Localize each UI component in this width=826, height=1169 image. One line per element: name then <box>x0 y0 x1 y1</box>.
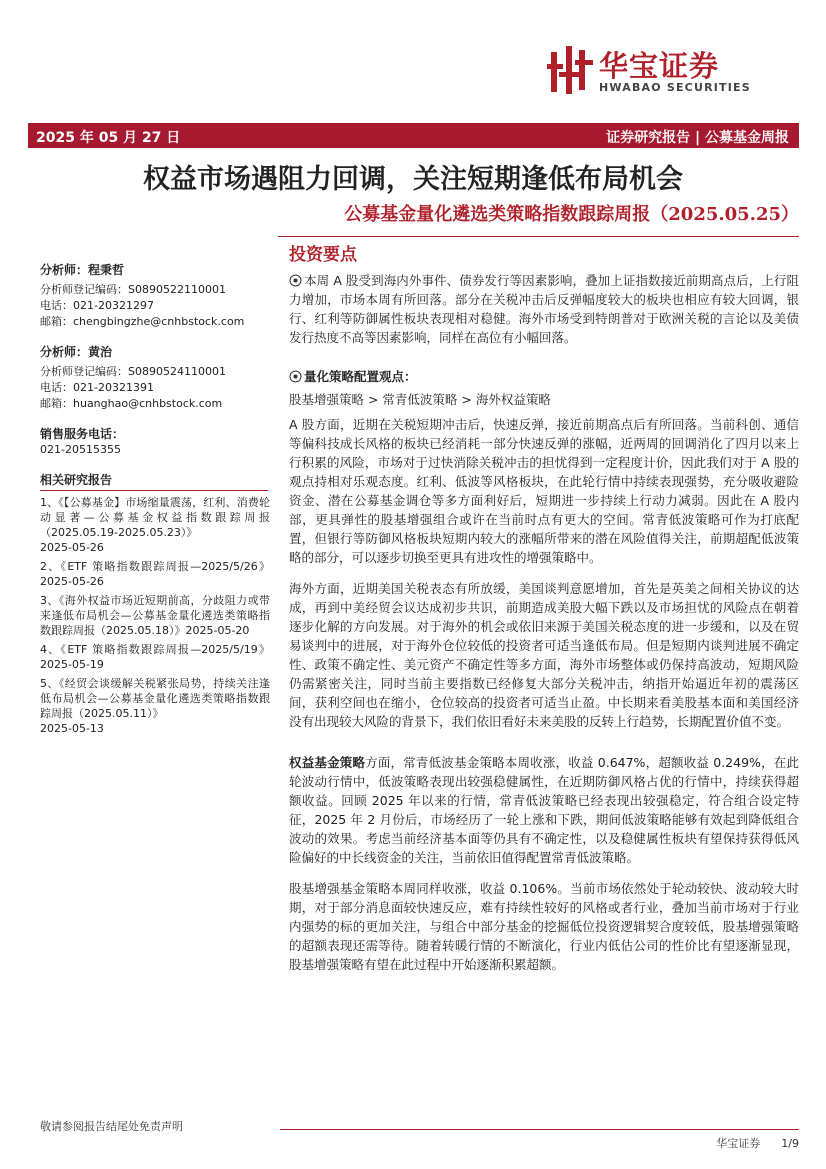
analyst-cert: 分析师登记编码：S0890524110001 <box>40 365 226 378</box>
footer-company: 华宝证券 <box>716 1137 761 1150</box>
view-title <box>289 367 799 386</box>
related-report-text: 4、《ETF 策略指数跟踪周报—2025/5/19》2025-05-19 <box>40 643 270 671</box>
related-report-text: 3、《海外权益市场近短期前高，分歧阻力或带来逢低布局机会—公募基金量化遴选类策略指数跟踪周报（2025.05.18）》2025-05-20 <box>40 594 270 637</box>
sales-phone: 021-20515355 <box>40 443 121 456</box>
related-report-item <box>40 676 270 736</box>
summary-paragraph <box>289 271 799 347</box>
related-report-text: 5、《经贸会谈缓解关税紧张局势，持续关注逢低布局机会—公募基金量化遴选类策略指数跟踪周报（2025.05.11）》 <box>40 677 270 720</box>
report-date: 2025 年 05 月 27 日 <box>36 130 181 146</box>
bullet-icon <box>289 370 302 383</box>
related-report-item <box>40 642 270 672</box>
page-subtitle: 公募基金量化遴选类策略指数跟踪周报（2025.05.25） <box>344 204 799 225</box>
overseas-paragraph: 海外方面，近期美国关税表态有所放缓，美国谈判意愿增加，首先是英美之间相关协议的达成，再到中美经贸会议达成初步共识，前期造成美股大幅下跌以及市场担忧的风险点在朝着逐步化解的方向发展。对于海外的机会或依旧来源于美国关税态度的进一步缓和，以及在贸易谈判中的进展，对于海外仓位较低的投资者可适当逢低布局。但是短期内谈判进展不确定性、政策不确定性、美元资产不确定性等多方面，海外市场整体或仍保持高波动，短期风险仍需紧密关注，同时当前主要指数已经修复大部分关税冲击，纳指开始逼近年初的震荡区间，获利空间也在缩小，仓位较高的投资者可适当止盈。中长期来看美股基本面和美国经济没有出现较大风险的背景下，我们依旧看好未来美股的反转上行趋势，长期配置价值不变。 <box>289 581 799 729</box>
related-report-item <box>40 593 270 638</box>
page-title: 权益市场遇阻力回调，关注短期逢低布局机会 <box>143 164 683 195</box>
analyst-name: 分析师：黄治 <box>40 345 113 359</box>
section-heading: 投资要点 <box>289 245 357 265</box>
equity-fund-paragraph <box>289 753 799 867</box>
footer-disclaimer: 敬请参阅报告结尾处免责声明 <box>40 1120 183 1133</box>
a-share-paragraph: A 股方面，近期在关税短期冲击后，快速反弹，接近前期高点后有所回落。当前科创、通信等偏科技成长风格的板块已经消耗一部分快速反弹的涨幅，近两周的回调消化了四月以来上行积累的风险，市场对于过快消除关税冲击的担忧得到一定程度计价，因此我们对于 A 股的观点持相对乐观态度。红利、低波等风格板块，在此轮行情中持续表现强势，充分吸收避险资金、潜在公募基金调仓等多方面利好后，短期进一步持续上行动力减弱。因此在 A 股内部，更具弹性的股基增强组合或许在当前时点有更大的空间。常青低波策略可作为打底配置，但银行等防御风格板块短期内较大的涨幅所带来的潜在风险值得关注，前期超配低波策略的部分，可以逐步切换至更具有进攻性的增强策略中。 <box>289 417 799 565</box>
brand-logo <box>547 44 779 98</box>
related-report-date: 2025-05-13 <box>40 722 104 735</box>
analyst-cert: 分析师登记编码：S0890522110001 <box>40 283 226 296</box>
related-report-date: 2025-05-26 <box>40 541 104 554</box>
hwabao-logo-icon <box>547 46 593 94</box>
strategy-order: 股基增强策略 > 常青低波策略 > 海外权益策略 <box>289 392 551 407</box>
header-bar <box>28 123 799 148</box>
bullet-icon <box>289 274 302 287</box>
related-report-text: 1、《【公募基金】市场缩量震荡，红利、消费轮动显著—公募基金权益指数跟踪周报（2025.05.19-2025.05.23）》 <box>40 496 270 539</box>
equity-fund-text: 方面，常青低波基金策略本周收涨，收益 0.647%，超额收益 0.249%，在此轮波动行情中，低波策略表现出较强稳健属性，在近期防御风格占优的行情中，持续获得超额收益。回顾 2025 年以来的行情，常青低波策略已经表现出较强稳定，符合组合设定特征，2025 年 2 月份后，市场经历了一轮上涨和下跌，期间低波策略能够有效起到降低组合波动的效果。考虑当前经济基本面等仍具有不确定性，以及稳健属性板块有望保持获得低风险偏好的中长线资金的关注，当前依旧值得配置常青低波策略。 <box>289 755 799 865</box>
related-report-text: 2、《ETF 策略指数跟踪周报—2025/5/26》2025-05-26 <box>40 560 270 588</box>
related-reports-title: 相关研究报告 <box>40 472 268 491</box>
summary-text: 本周 A 股受到海内外事件、债券发行等因素影响，叠加上证指数接近前期高点后，上行阻力增加，市场本周有所回落。部分在关税冲击后反弹幅度较大的板块也相应有较大回调，银行、红利等防御属性板块表现相对稳健。海外市场受到特朗普对于欧洲关税的言论以及美债发行热度不高等因素影响，同样在高位有小幅回落。 <box>289 273 799 345</box>
equity-fund-label: 权益基金策略 <box>289 755 366 770</box>
analyst-email: 邮箱：chengbingzhe@cnhbstock.com <box>40 315 245 328</box>
analyst-card <box>40 262 270 330</box>
main-content <box>289 246 799 986</box>
analyst-phone: 电话：021-20321297 <box>40 299 154 312</box>
footer-divider <box>280 1129 799 1130</box>
sidebar <box>40 262 270 736</box>
brand-name-cn: 华宝证券 <box>599 49 720 83</box>
report-type: 证券研究报告 | 公募基金周报 <box>606 130 789 146</box>
footer-page-info <box>716 1135 799 1151</box>
analyst-email: 邮箱：huanghao@cnhbstock.com <box>40 397 223 410</box>
sales-label: 销售服务电话： <box>40 427 125 441</box>
view-title-text: 量化策略配置观点： <box>304 369 417 384</box>
analyst-card <box>40 344 270 412</box>
related-report-item <box>40 495 270 555</box>
enhanced-fund-paragraph: 股基增强基金策略本周同样收涨，收益 0.106%。当前市场依然处于轮动较快、波动较大时期，对于部分消息面较快速反应，难有持续性较好的风格或者行业，叠加当前市场对于行业内强势的标的更加关注，与组合中部分基金的挖掘低位投资逻辑契合度较低，股基增强策略的超额表现还需等待。随着转暖行情的不断演化，行业内低估公司的性价比有望逐渐显现，股基增强策略有望在此过程中开始逐渐积累超额。 <box>289 881 799 972</box>
related-report-item <box>40 559 270 589</box>
analyst-name: 分析师：程秉哲 <box>40 263 125 277</box>
brand-name-en: HWABAO SECURITIES <box>599 81 751 94</box>
page-number: 1/9 <box>781 1137 799 1150</box>
title-divider <box>278 236 799 237</box>
analyst-phone: 电话：021-20321391 <box>40 381 154 394</box>
